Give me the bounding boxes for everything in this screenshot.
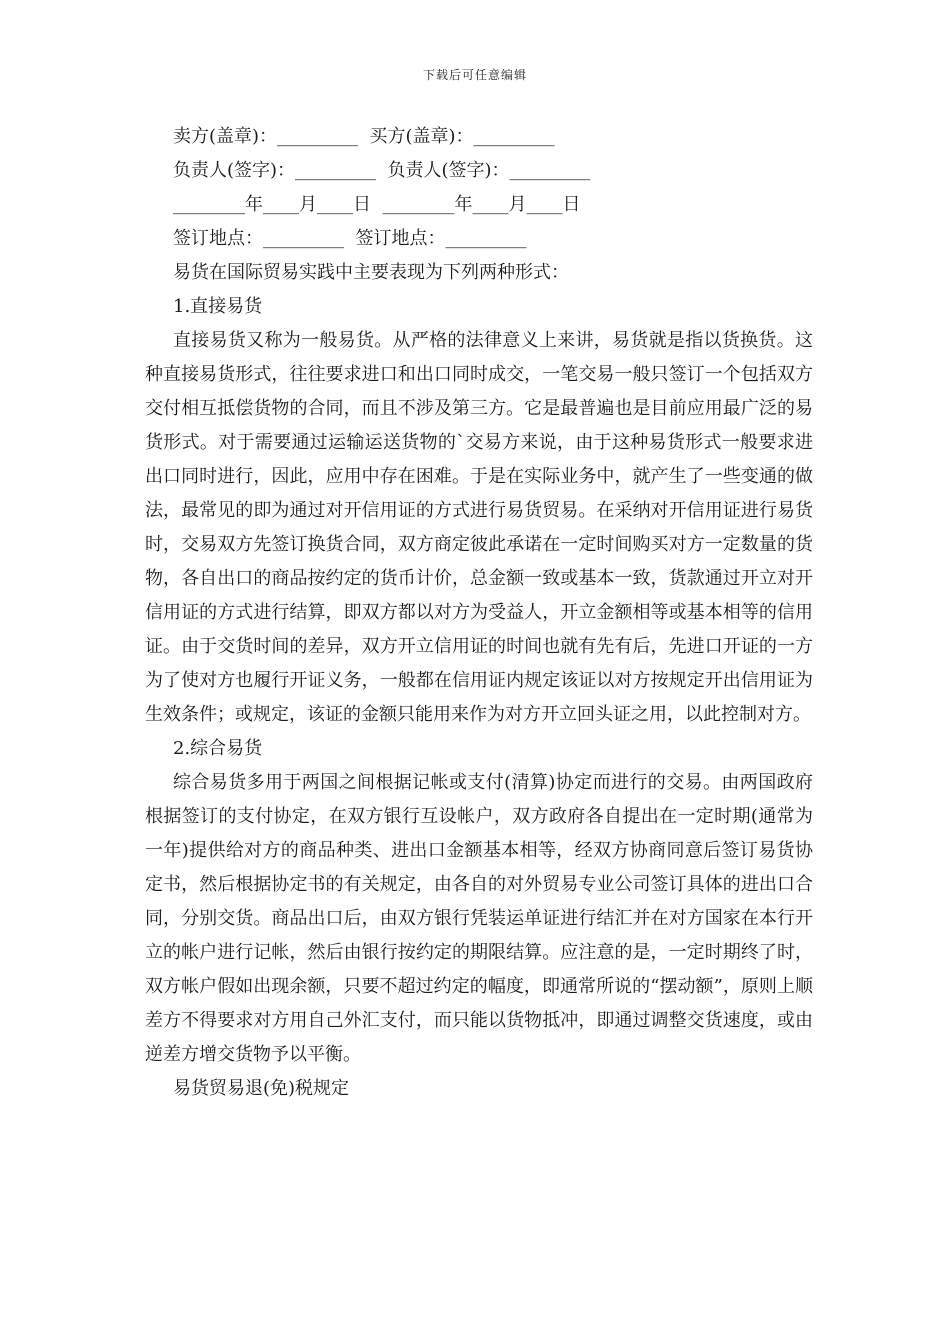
section1-title: 1.直接易货 xyxy=(173,296,263,317)
section1-paragraph: 直接易货又称为一般易货。从严格的法律意义上来讲，易货就是指以货换货。这种直接易货形式，往往要求进口和出口同时成交，一笔交易一般只签订一个包括双方交付相互抵偿货物的合同，而且不涉及第三方。它是最普遍也是目前应用最广泛的易货形式。对于需要通过运输运送货物的`交易方来说，由于这种易货形式一般要求进出口同时进行，因此，应用中存在困难。于是在实际业务中，就产生了一些变通的做法，最常见的即为通过对开信用证的方式进行易货贸易。在采纳对开信用证进行易货时，交易双方先签订换货合同，双方商定彼此承诺在一定时间购买对方一定数量的货物，各自出口的商品按约定的货币计价，总金额一致或基本一致，货款通过开立对开信用证的方式进行结算，即双方都以对方为受益人，开立金额相等或基本相等的信用证。由于交货时间的差异，双方开立信用证的时间也就有先有后，先进口开证的一方为了使对方也履行开证义务，一般都在信用证内规定该证以对方按规定开出信用证为生效条件；或规定，该证的金额只能用来作为对方开立回头证之用，以此控制对方。 xyxy=(145,330,813,725)
intro-paragraph: 易货在国际贸易实践中主要表现为下列两种形式： xyxy=(173,262,569,283)
section2-paragraph: 综合易货多用于两国之间根据记帐或支付(清算)协定而进行的交易。由两国政府根据签订的支付协定，在双方银行互设帐户，双方政府各自提出在一定时期(通常为一年)提供给对方的商品种类、进出口金额基本相等，经双方协商同意后签订易货协定书，然后根据协定书的有关规定，由各自的对外贸易专业公司签订具体的进出口合同，分别交货。商品出口后，由双方银行凭装运单证进行结汇并在对方国家在本行开立的帐户进行记帐，然后由银行按约定的期限结算。应注意的是，一定时期终了时，双方帐户假如出现余额，只要不超过约定的幅度，即通常所说的“摆动额”，原则上顺差方不得要求对方用自己外汇支付，而只能以货物抵冲，即通过调整交货速度，或由逆差方增交货物予以平衡。 xyxy=(145,772,813,1065)
sign-line: 负责人(签字)：_________ 负责人(签字)：_________ xyxy=(173,160,591,181)
date-line: ________年____月____日 ________年____月____日 xyxy=(173,194,581,215)
seal-line: 卖方(盖章)：_________ 买方(盖章)：_________ xyxy=(173,126,555,147)
document-content xyxy=(145,120,813,1106)
section3-title: 易货贸易退(免)税规定 xyxy=(173,1078,350,1099)
place-line: 签订地点：_________ 签订地点：_________ xyxy=(173,228,527,249)
page-header-note: 下载后可任意编辑 xyxy=(422,68,527,82)
section2-title: 2.综合易货 xyxy=(173,738,263,759)
